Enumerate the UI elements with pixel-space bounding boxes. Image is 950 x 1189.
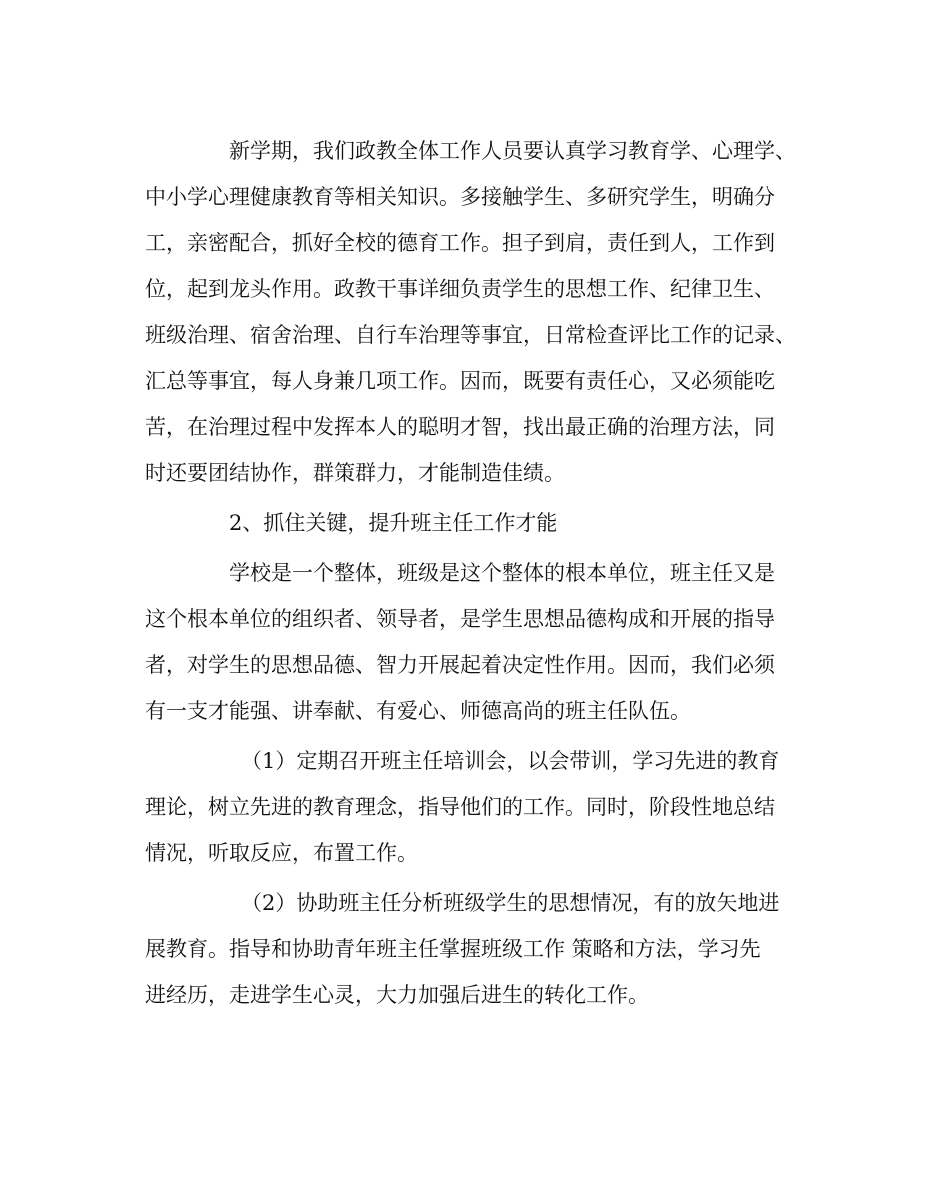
text-line: 进经历，走进学生心灵，大力加强后进生的转化工作。 [145,983,649,1007]
text-line: 情况，听取反应，布置工作。 [145,841,418,865]
text-line: 这个根本单位的组织者、领导者，是学生思想品德构成和开展的指导 [145,607,775,631]
text-line: 中小学心理健康教育等相关知识。多接触学生、多研究学生，明确分 [145,185,775,209]
paragraph-class-unit [145,550,815,734]
document-body [145,128,815,1022]
text-line: 班级治理、宿舍治理、自行车治理等事宜，日常检查评比工作的记录、 [145,323,796,347]
text-line: 苦，在治理过程中发挥本人的聪明才智，找出最正确的治理方法，同 [145,415,775,439]
heading-line: 2、抓住关键，提升班主任工作才能 [229,511,558,535]
text-line: 理论，树立先进的教育理念，指导他们的工作。同时，阶段性地总结 [145,795,775,819]
text-line: 位，起到龙头作用。政教干事详细负责学生的思想工作、纪律卫生、 [145,277,775,301]
text-line: （1）定期召开班主任培训会，以会带训，学习先进的教育 [241,749,780,773]
text-line: （2）协助班主任分析班级学生的思想情况，有的放矢地进 [241,891,780,915]
text-line: 工，亲密配合，抓好全校的德育工作。担子到肩，责任到人，工作到 [145,231,775,255]
section-heading [145,500,815,546]
paragraph-staff-study [145,128,815,496]
text-line: 有一支才能强、讲奉献、有爱心、师德高尚的班主任队伍。 [145,699,691,723]
text-line: 学校是一个整体，班级是这个整体的根本单位，班主任又是 [229,561,775,585]
text-line: 展教育。指导和协助青年班主任掌握班级工作 策略和方法，学习先 [145,937,761,961]
text-line: 者，对学生的思想品德、智力开展起着决定性作用。因而，我们必须 [145,653,775,677]
text-line: 时还要团结协作，群策群力，才能制造佳绩。 [145,461,565,485]
text-line: 新学期，我们政教全体工作人员要认真学习教育学、心理学、 [229,139,796,163]
text-line: 汇总等事宜，每人身兼几项工作。因而，既要有责任心，又必须能吃 [145,369,775,393]
list-item-2 [145,880,815,1018]
list-item-1 [145,738,815,876]
